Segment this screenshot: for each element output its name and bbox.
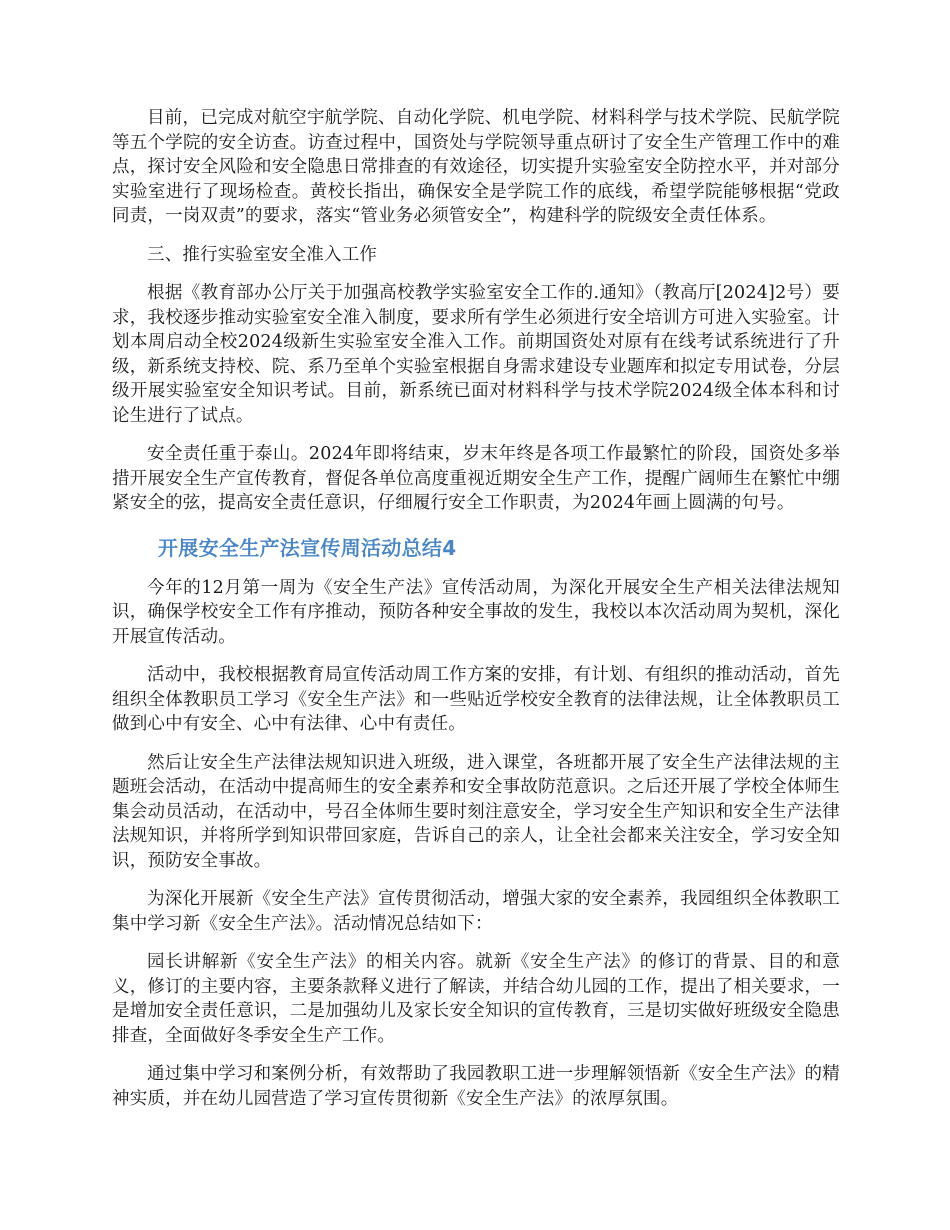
paragraph-kindergarten-study: 为深化开展新《安全生产法》宣传贯彻活动，增强大家的安全素养，我园组织全体教职工集中学习新《安全生产法》。活动情况总结如下： — [112, 889, 840, 934]
paragraph-lab-visit: 目前，已完成对航空宇航学院、自动化学院、机电学院、材料科学与技术学院、民航学院等五个学院的安全访查。访查过程中，国资处与学院领导重点研讨了安全生产管理工作中的难点，探讨安全风险和安全隐患日常排查的有效途径，切实提升实验室安全防控水平，并对部分实验室进行了现场检查。黄校长指出，确保安全是学院工作的底线，希望学院能够根据“党政同责，一岗双责”的要求，落实“管业务必须管安全”，构建科学的院级安全责任体系。 — [112, 108, 840, 226]
document-page — [112, 106, 840, 1125]
document-title: 开展安全生产法宣传周活动总结4 — [158, 535, 457, 560]
paragraph-lab-access-policy: 根据《教育部办公厅关于加强高校教学实验室安全工作的.通知》（教高厅[2024]2号）要求，我校逐步推动实验室安全准入制度，要求所有学生必须进行安全培训方可进入实验室。计划本周启动全校2024级新生实验室安全准入工作。前期国资处对原有在线考试系统进行了升级，新系统支持校、院、系乃至单个实验室根据自身需求建设专业题库和拟定专用试卷，分层级开展实验室安全知识考试。目前，新系统已面对材料科学与技术学院2024级全体本科和讨论生进行了试点。 — [112, 283, 840, 426]
paragraph-week-intro: 今年的12月第一周为《安全生产法》宣传活动周，为深化开展安全生产相关法律法规知识，确保学校安全工作有序推动，预防各种安全事故的发生，我校以本次活动周为契机，深化开展宣传活动。 — [112, 577, 840, 647]
section-heading-lab-access: 三、推行实验室安全准入工作 — [147, 244, 378, 265]
paragraph-principal-lecture: 园长讲解新《安全生产法》的相关内容。就新《安全生产法》的修订的背景、目的和意义，修订的主要内容，主要条款释义进行了解读，并结合幼儿园的工作，提出了相关要求，一是增加安全责任意识，二是加强幼儿及家长安全知识的宣传教育，三是切实做好班级安全隐患排查，全面做好冬季安全生产工作。 — [112, 952, 840, 1046]
paragraph-staff-study: 活动中，我校根据教育局宣传活动周工作方案的安排，有计划、有组织的推动活动，首先组织全体教职员工学习《安全生产法》和一些贴近学校安全教育的法律法规，让全体教职员工做到心中有安全、心中有法律、心中有责任。 — [112, 665, 840, 734]
paragraph-class-activities: 然后让安全生产法律法规知识进入班级，进入课堂，各班都开展了安全生产法律法规的主题班会活动，在活动中提高师生的安全素养和安全事故防范意识。之后还开展了学校全体师生集会动员活动，在活动中，号召全体师生要时刻注意安全，学习安全生产知识和安全生产法律法规知识，并将所学到知识带回家庭，告诉自己的亲人，让全社会都来关注安全，学习安全知识，预防安全事故。 — [112, 752, 840, 871]
paragraph-safety-responsibility: 安全责任重于泰山。2024年即将结束，岁末年终是各项工作最繁忙的阶段，国资处多举措开展安全生产宣传教育，督促各单位高度重视近期安全生产工作，提醒广阔师生在繁忙中绷紧安全的弦，提高安全责任意识，仔细履行安全工作职责，为2024年画上圆满的句号。 — [112, 444, 840, 513]
paragraph-conclusion: 通过集中学习和案例分析，有效帮助了我园教职工进一步理解领悟新《安全生产法》的精神实质，并在幼儿园营造了学习宣传贯彻新《安全生产法》的浓厚氛围。 — [112, 1064, 840, 1109]
